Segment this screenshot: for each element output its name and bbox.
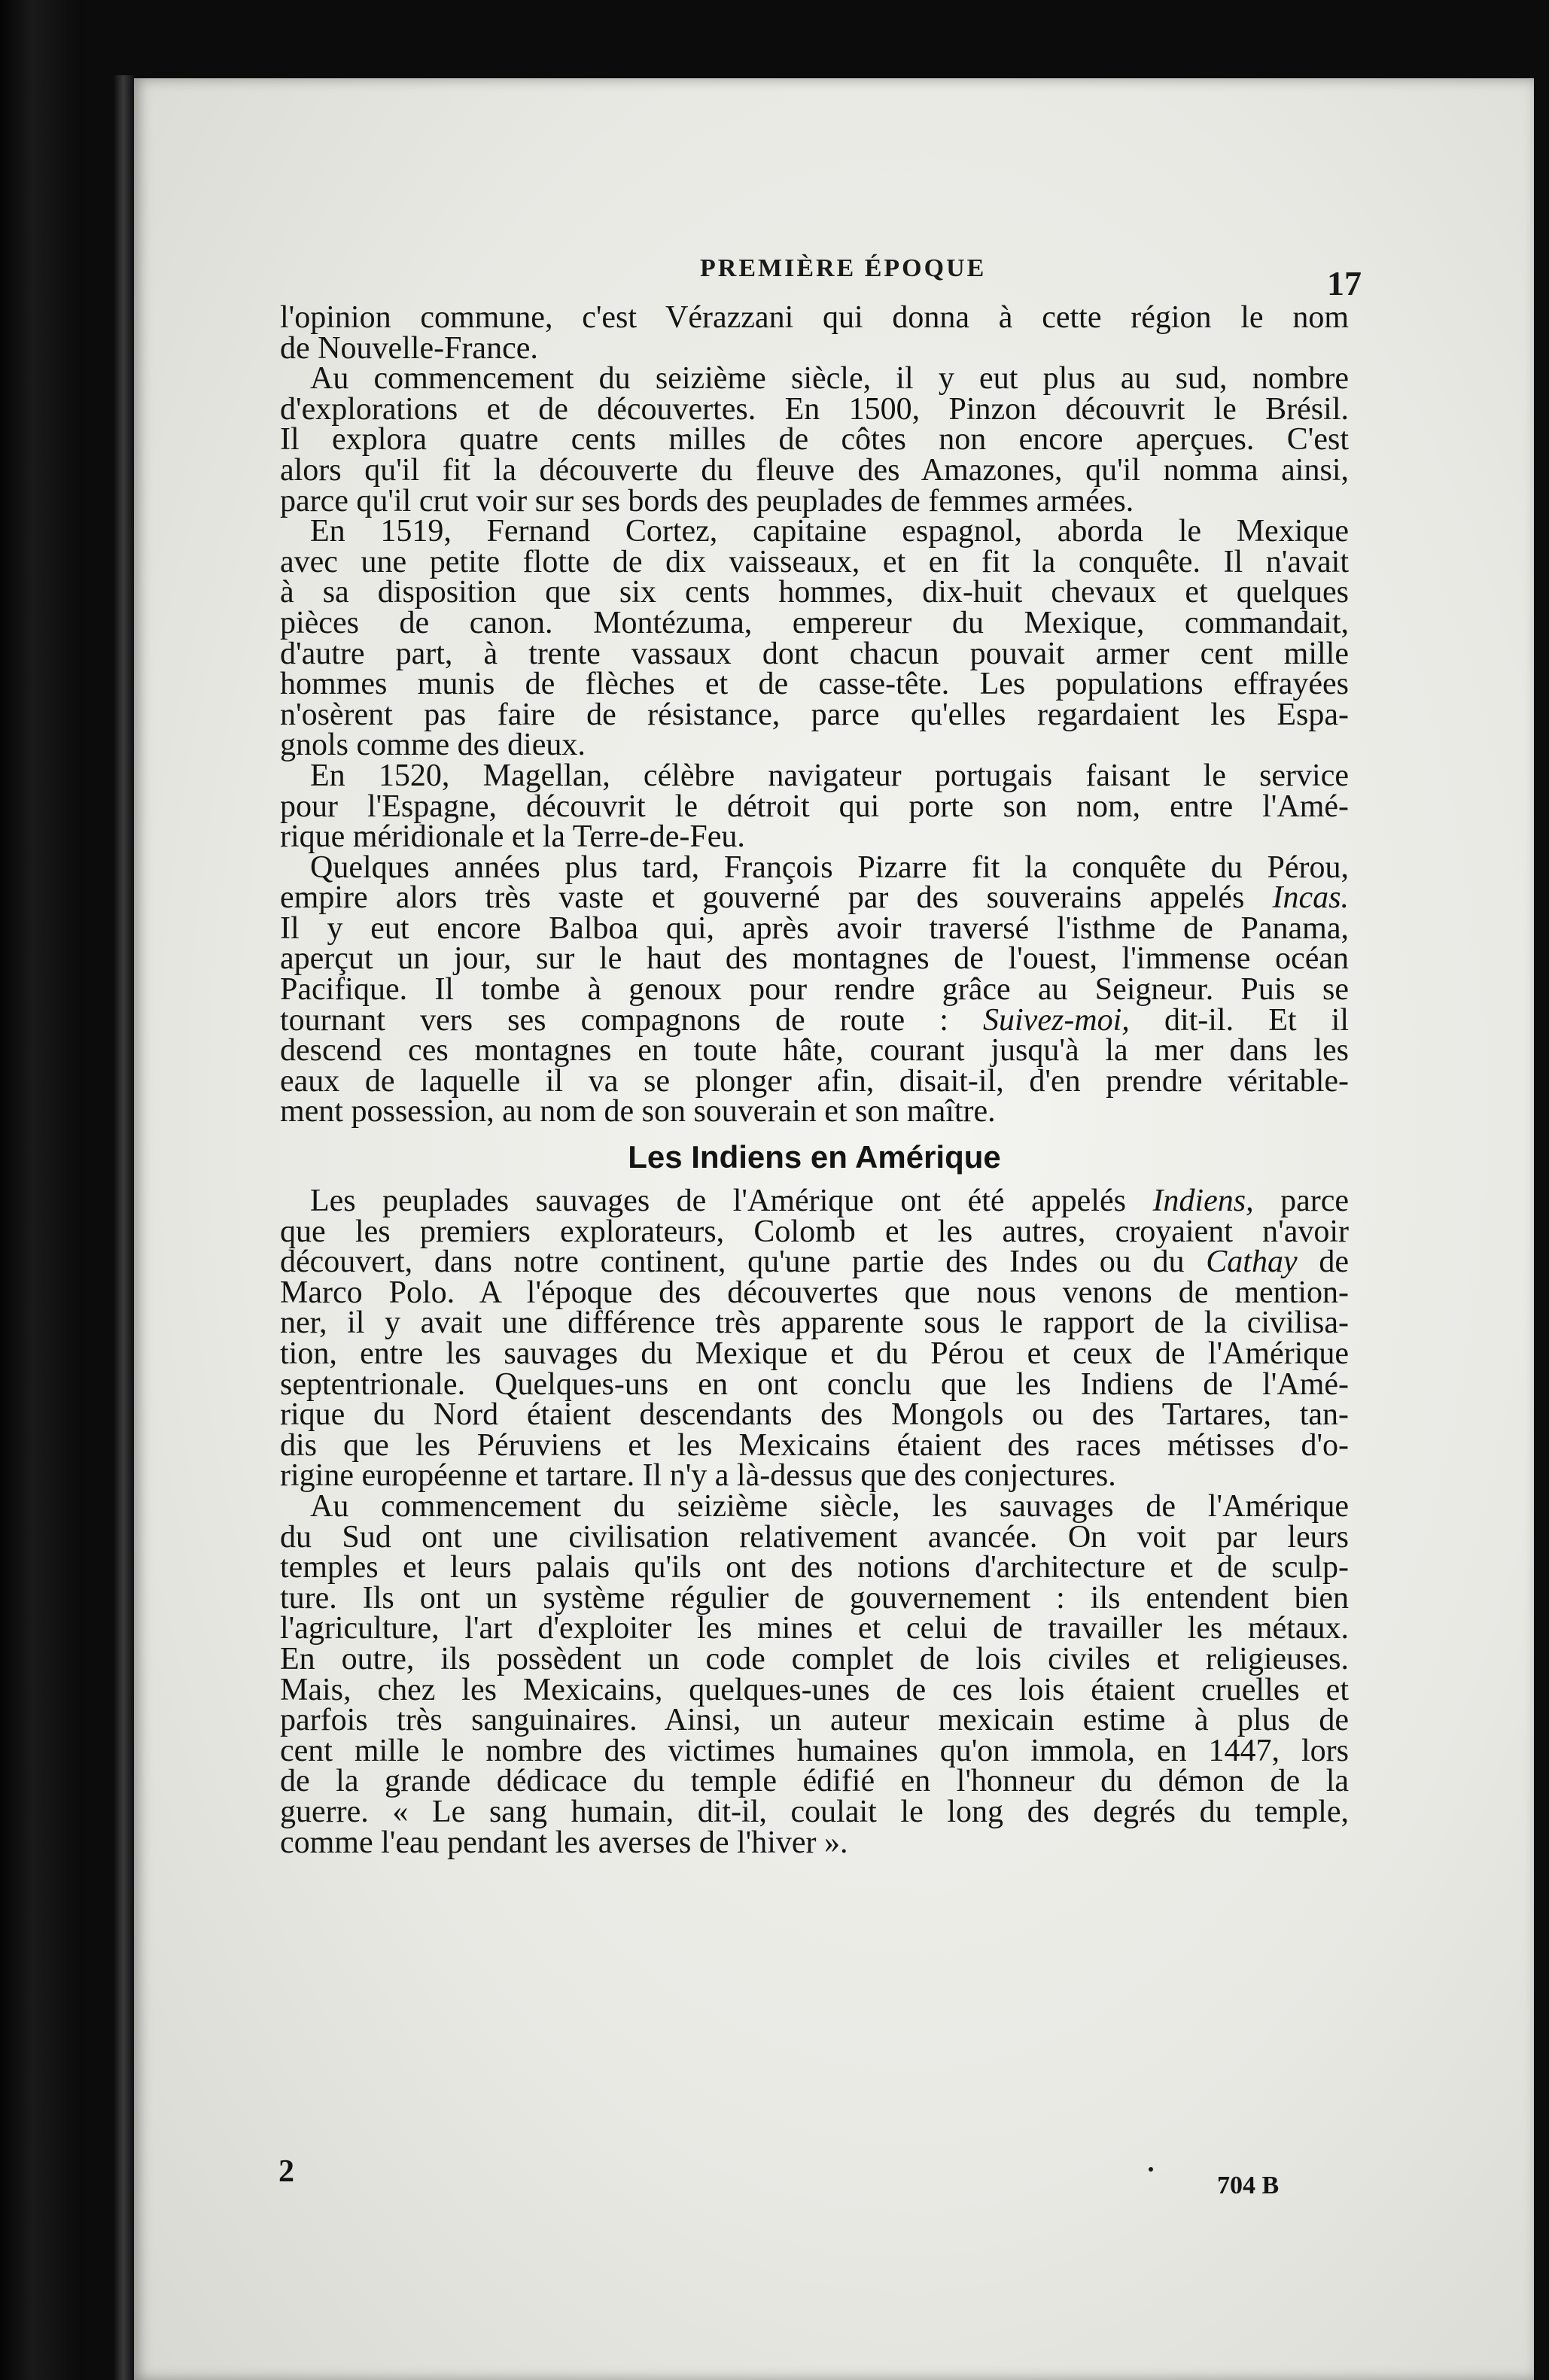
text-line: Marco Polo. A l'époque des découvertes que nous venons de mention- bbox=[280, 1275, 1349, 1310]
text-line: rique méridionale et la Terre-de-Feu. bbox=[280, 819, 745, 855]
signature-mark: 2 bbox=[278, 2154, 294, 2189]
text-line: n'osèrent pas faire de résistance, parce qu'elles regardaient les Espa- bbox=[280, 697, 1349, 732]
text-line: ment possession, au nom de son souverain et son maître. bbox=[280, 1094, 996, 1129]
text-line: Il explora quatre cents milles de côtes non encore aperçues. C'est bbox=[280, 422, 1349, 457]
text-line: ture. Ils ont un système régulier de gouvernement : ils entendent bien bbox=[280, 1580, 1349, 1616]
text-fragment: tournant vers ses compagnons de route : bbox=[280, 1002, 948, 1038]
text-line: En 1519, Fernand Cortez, capitaine espagnol, aborda le Mexique bbox=[310, 514, 1349, 549]
text-line: septentrionale. Quelques-uns en ont conclu que les Indiens de l'Amé- bbox=[280, 1366, 1349, 1402]
text-line: Au commencement du seizième siècle, les sauvages de l'Amérique bbox=[310, 1488, 1349, 1524]
text-line: parce qu'il crut voir sur ses bords des peuplades de femmes armées. bbox=[280, 483, 1134, 518]
body-text bbox=[280, 302, 1349, 1858]
text-line: gnols comme des dieux. bbox=[280, 728, 586, 763]
running-head: PREMIÈRE ÉPOQUE bbox=[700, 254, 987, 282]
text-line: l'opinion commune, c'est Vérazzani qui donna à cette région le nom bbox=[280, 300, 1349, 335]
text-line: de la grande dédicace du temple édifié en l'honneur du démon de la bbox=[280, 1764, 1349, 1799]
text-line: Mais, chez les Mexicains, quelques-unes de ces lois étaient cruelles et bbox=[280, 1672, 1349, 1707]
text-line: cent mille le nombre des victimes humaines qu'on immola, en 1447, lors bbox=[280, 1733, 1349, 1768]
italic-term-cathay: Cathay bbox=[1206, 1245, 1298, 1280]
binding-shadow bbox=[0, 0, 83, 2380]
text-line: descend ces montagnes en toute hâte, courant jusqu'à la mer dans les bbox=[280, 1033, 1349, 1068]
page-gutter bbox=[113, 75, 134, 2380]
text-line: parfois très sanguinaires. Ainsi, un auteur mexicain estime à plus de bbox=[280, 1703, 1349, 1738]
text-fragment: Les peuplades sauvages de l'Amérique ont été appelés bbox=[310, 1184, 1126, 1219]
text-line bbox=[280, 880, 1349, 916]
text-fragment: de bbox=[1319, 1245, 1349, 1280]
text-line: eaux de laquelle il va se plonger afin, disait-il, d'en prendre véritable- bbox=[280, 1063, 1349, 1099]
text-line: tion, entre les sauvages du Mexique et du Pérou et ceux de l'Amérique bbox=[280, 1336, 1349, 1371]
text-line: de Nouvelle-France. bbox=[280, 330, 538, 366]
text-line: alors qu'il fit la découverte du fleuve des Amazones, qu'il nomma ainsi, bbox=[280, 452, 1349, 488]
text-line: avec une petite flotte de dix vaisseaux, et en fit la conquête. Il n'avait bbox=[280, 544, 1349, 579]
text-line: rique du Nord étaient descendants des Mongols ou des Tartares, tan- bbox=[280, 1397, 1349, 1433]
text-line: En 1520, Magellan, célèbre navigateur portugais faisant le service bbox=[310, 758, 1349, 793]
text-line: Au commencement du seizième siècle, il y eut plus au sud, nombre bbox=[310, 361, 1349, 397]
text-fragment: dit-il. Et il bbox=[1164, 1002, 1349, 1038]
text-line: rigine européenne et tartare. Il n'y a là-dessus que des conjectures. bbox=[280, 1458, 1116, 1494]
text-line: pièces de canon. Montézuma, empereur du Mexique, commandait, bbox=[280, 605, 1349, 640]
text-line: l'agriculture, l'art d'exploiter les mines et celui de travailler les métaux. bbox=[280, 1611, 1349, 1646]
text-fragment: découvert, dans notre continent, qu'une partie des Indes ou du bbox=[280, 1245, 1185, 1280]
text-line: En outre, ils possèdent un code complet de lois civiles et religieuses. bbox=[280, 1641, 1349, 1676]
text-line: comme l'eau pendant les averses de l'hiver ». bbox=[280, 1825, 848, 1860]
text-fragment: parce bbox=[1280, 1184, 1349, 1219]
printer-code: 704 B bbox=[1217, 2172, 1280, 2199]
italic-term-indiens: Indiens, bbox=[1152, 1184, 1254, 1219]
text-line: d'explorations et de découvertes. En 1500, Pinzon découvrit le Brésil. bbox=[280, 391, 1349, 427]
text-line: temples et leurs palais qu'ils ont des notions d'architecture et de sculp- bbox=[280, 1550, 1349, 1585]
text-line: d'autre part, à trente vassaux dont chacun pouvait armer cent mille bbox=[280, 636, 1349, 671]
text-line: à sa disposition que six cents hommes, dix-huit chevaux et quelques bbox=[280, 575, 1349, 610]
text-line: dis que les Péruviens et les Mexicains étaient des races métisses d'o- bbox=[280, 1427, 1349, 1463]
text-line bbox=[280, 1247, 1349, 1278]
text-line: pour l'Espagne, découvrit le détroit qui porte son nom, entre l'Amé- bbox=[280, 789, 1349, 824]
text-line: guerre. « Le sang humain, dit-il, coulait le long des degrés du temple, bbox=[280, 1794, 1349, 1829]
footer-dot bbox=[1149, 2167, 1153, 2172]
text-line: aperçut un jour, sur le haut des montagnes de l'ouest, l'immense océan bbox=[280, 941, 1349, 977]
page-number: 17 bbox=[1327, 264, 1362, 302]
text-line: que les premiers explorateurs, Colomb et les autres, croyaient n'avoir bbox=[280, 1214, 1349, 1249]
text-line: Il y eut encore Balboa qui, après avoir traversé l'isthme de Panama, bbox=[280, 910, 1349, 946]
text-line bbox=[280, 1002, 1349, 1038]
text-line: hommes munis de flèches et de casse-tête. Les populations effrayées bbox=[280, 667, 1349, 702]
text-line: ner, il y avait une différence très apparente sous le rapport de la civilisa- bbox=[280, 1306, 1349, 1341]
italic-term-suivez-moi: Suivez-moi, bbox=[983, 1002, 1130, 1038]
section-heading: Les Indiens en Amérique bbox=[628, 1139, 1001, 1175]
text-line: Pacifique. Il tombe à genoux pour rendre grâce au Seigneur. Puis se bbox=[280, 972, 1349, 1008]
text-line: du Sud ont une civilisation relativement avancée. On voit par leurs bbox=[280, 1519, 1349, 1555]
text-line: Quelques années plus tard, François Pizarre fit la conquête du Pérou, bbox=[310, 850, 1349, 885]
text-line bbox=[280, 1186, 1349, 1217]
text-fragment: empire alors très vaste et gouverné par des souverains appelés bbox=[280, 880, 1245, 916]
italic-term-incas: Incas. bbox=[1272, 880, 1349, 916]
